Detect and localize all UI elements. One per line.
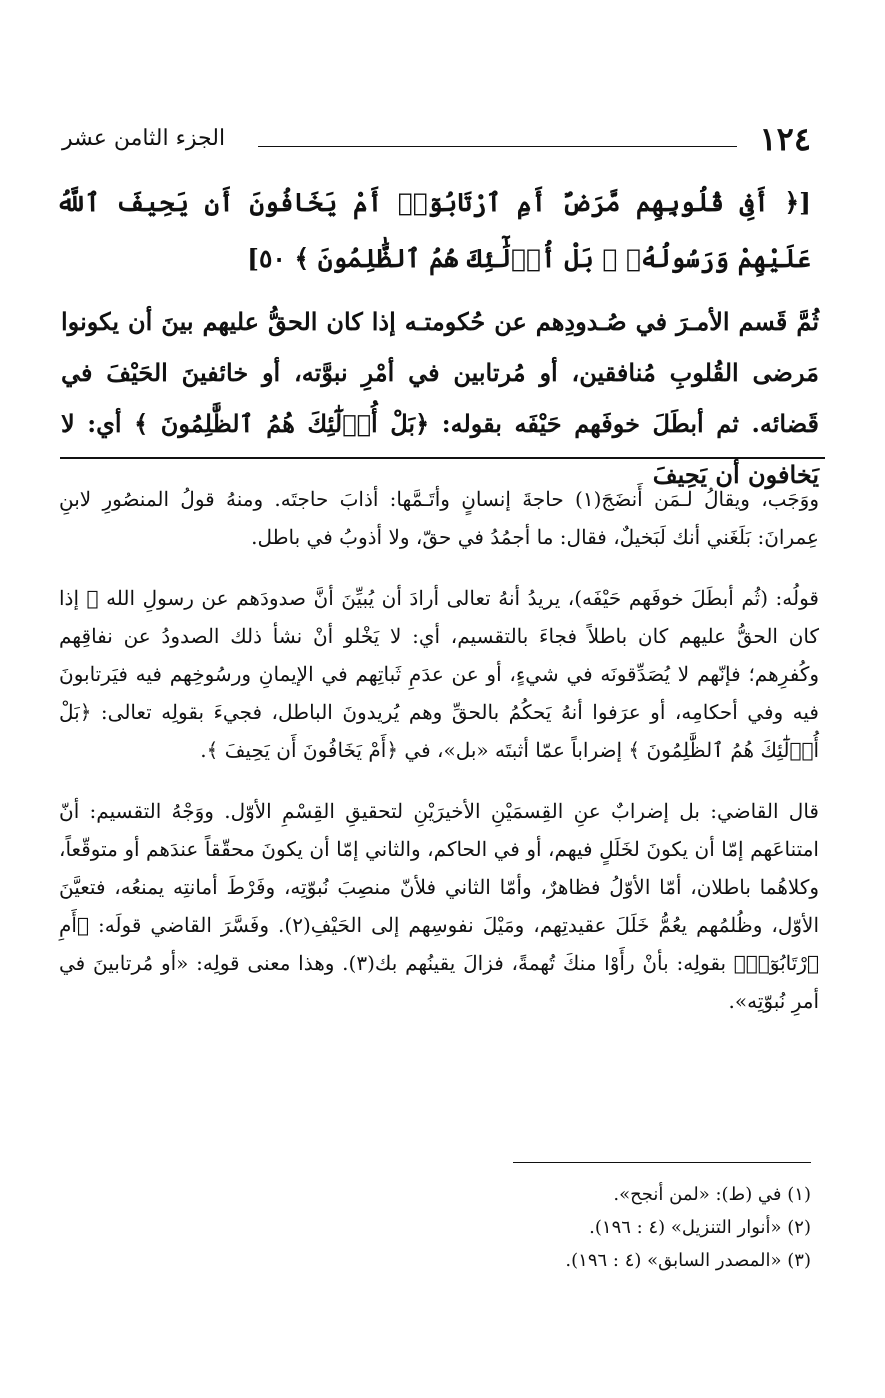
header-rule <box>258 146 737 147</box>
footnotes <box>71 1178 811 1277</box>
text-divider <box>60 457 825 459</box>
commentary-paragraph: قال القاضي: بل إضرابٌ عنِ القِسمَيْنِ الأخيرَيْنِ لتحقيقِ القِسْمِ الأوّل. ووَجْهُ التقسيم: أنّ امتناعَهم إمّا أن يكونَ لخَلَلٍ فيهم، أو في الحاكم، والثاني إمّا أن يكونَ محقّقاً عندَهم أو متوقّعاً، وكلاهُما باطلان، أمّا الأوّلُ فظاهرٌ، وأمّا الثاني فلأنّ منصِبَ نُبوّتِه، وفَرْطَ أمانتِه يمنعُه، فتعيَّنَ الأوّل، وظُلمُهم يعُمُّ خَلَلَ عقيدتِهم، ومَيْلَ نفوسِهم إلى الحَيْفِ(٢). وفَسَّرَ القاضي قولَه: ﴿أَمِ ٱرْتَابُوٓا۟﴾ بقولِه: بأنْ رأَوْا منكَ تُهمةً، فزالَ يقينُهم بك(٣). وهذا معنى قولِه: «أو مُرتابينَ في أمرِ نُبوّتِه». <box>59 799 819 1013</box>
quran-verse: [﴿ أَفِى قُلُوبِهِم مَّرَضٌ أَمِ ٱرْتَابُوٓا۟ أَمْ يَخَافُونَ أَن يَحِيفَ ٱللَّهُ عَلَيْهِمْ وَرَسُولُهُۥ ۚ بَلْ أُو۟لَٰٓئِكَ هُمُ ٱلظَّٰلِمُونَ ﴾ ٥٠] <box>56 188 811 273</box>
commentary-paragraph: ووَجَب، ويقالُ لـمَن أَنضَجَ(١) حاجةَ إنسانٍ وأتَـمَّها: أذابَ حاجتَه. ومنهُ قولُ المنصُورِ لابنِ عِمرانَ: بَلَغَني أنك لَبَخيلٌ، فقال: ما أجمُدُ في حقّ، ولا أذوبُ في باطل. <box>59 487 820 549</box>
main-text: ثُمَّ قَسم الأمـرَ في صُـدودِهم عن حُكومتـه إذا كان الحقُّ عليهم بينَ أن يكونوا مَرضى القُلوبِ مُنافقين، أو مُرتابين في أمْرِ نبوَّته، أو خائفينَ الحَيْفَ في قَضائه. ثم أبطَلَ خوفَهم حَيْفَه بقوله: ﴿بَلْ أُو۟لَٰٓئِكَ هُمُ ٱلظَّٰلِمُونَ ﴾ أي: لا يَخافون أن يَحِيفَ <box>61 307 819 489</box>
page-header <box>62 112 811 162</box>
commentary-paragraph: قولُه: (ثُم أبطَلَ خوفَهم حَيْفَه)، يريدُ أنهُ تعالى أرادَ أن يُبيِّنَ أنَّ صدودَهم عن رسولِ الله ﷺ إذا كان الحقُّ عليهم كان باطلاً فجاءَ بالتقسيم، أي: لا يَخْلو أنْ نشأ ذلك الصدودُ عن نفاقِهم وكُفرِهم؛ فإنّهم لا يُصَدِّقونَه في شيءٍ، أو عن عدَمِ ثَباتِهم في الإيمانِ ورسُوخِهم فيه فيَرتابونَ فيه وفي أحكامِه، أو عرَفوا أنهُ يَحكُمُ بالحقِّ وهم يُريدونَ الباطل، فجيءَ بقولِه تعالى: ﴿بَلْ أُو۟لَٰٓئِكَ هُمُ ٱلظَّٰلِمُونَ ﴾ إضراباً عمّا أثبتَه «بل»، في ﴿أَمْ يَخَافُونَ أَن يَحِيفَ ﴾. <box>59 586 819 762</box>
running-title: الجزء الثامن عشر <box>62 126 226 151</box>
footnote: (٣) «المصدر السابق» (٤ : ١٩٦). <box>565 1250 811 1271</box>
commentary <box>59 480 819 1043</box>
footnote: (٢) «أنوار التنزيل» (٤ : ١٩٦). <box>589 1217 811 1238</box>
footnote-rule <box>513 1162 811 1163</box>
page-number: ١٢٤ <box>759 120 811 158</box>
footnote: (١) في (ط): «لمن أنجح». <box>613 1184 811 1205</box>
